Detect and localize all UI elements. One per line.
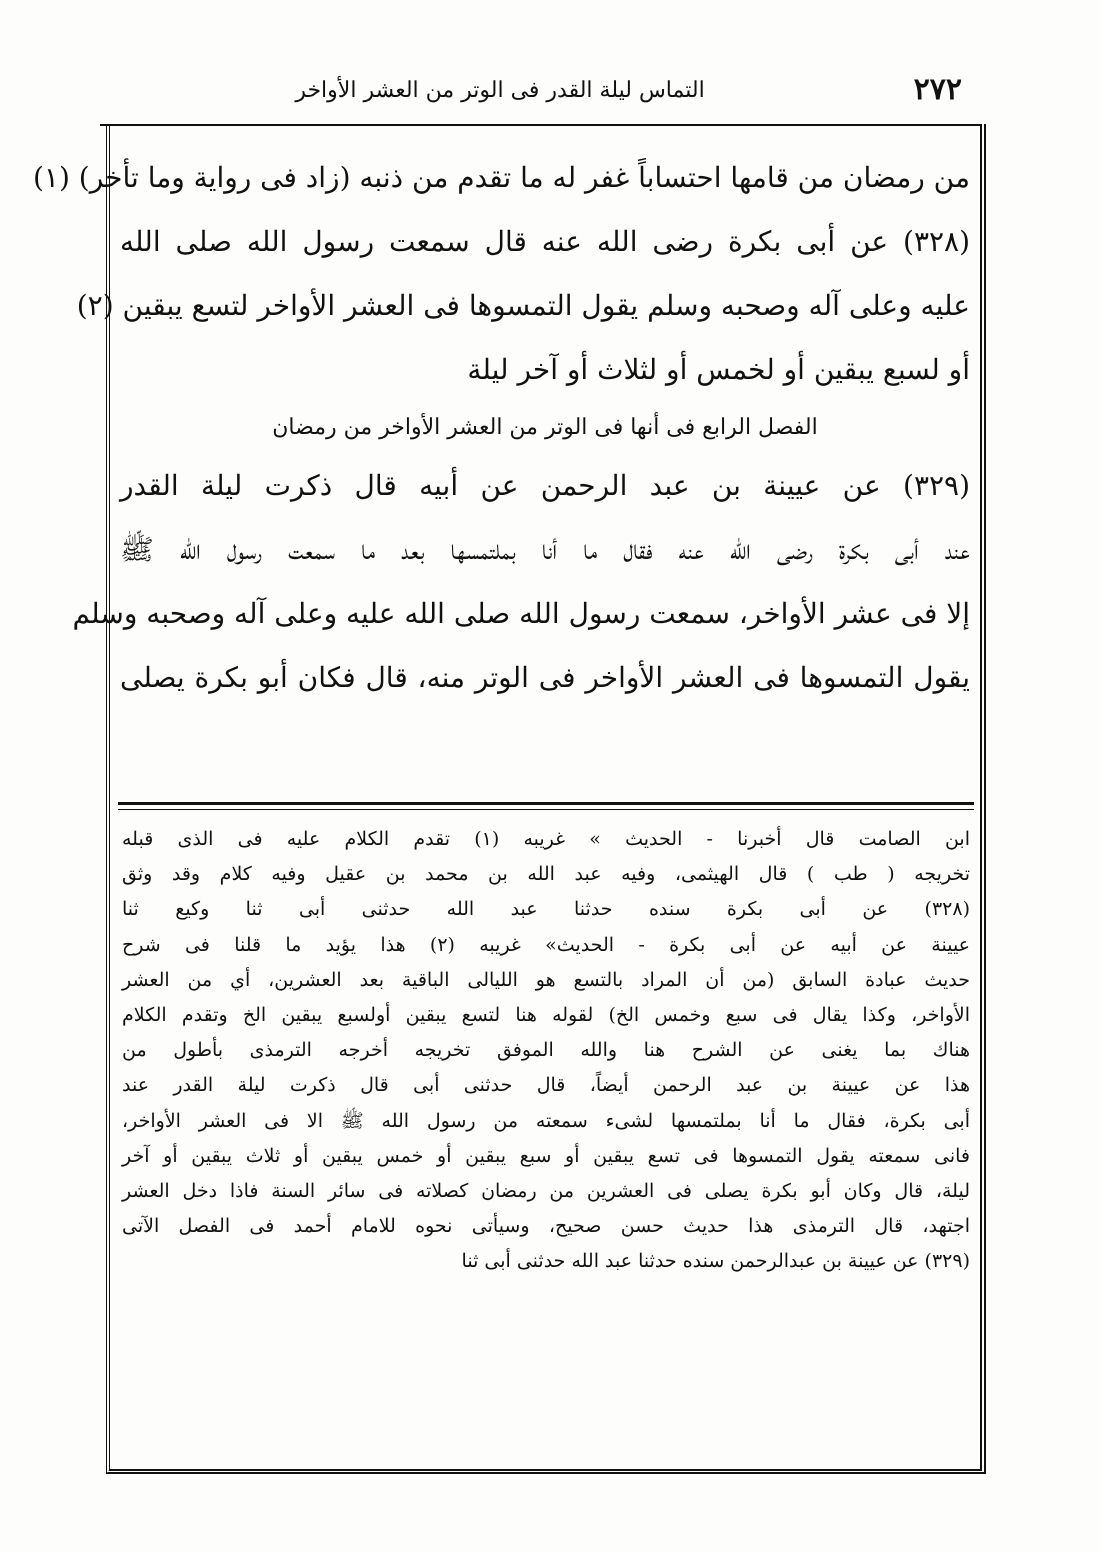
page-number: ٢٧٢: [913, 72, 962, 107]
section-heading: الفصل الرابع فى أنها فى الوتر من العشر الأواخر من رمضان: [272, 415, 818, 440]
main-line-1: من رمضان من قامها احتساباً غفر له ما تقدم من ذنبه (زاد فى رواية وما تأخر) (١): [32, 161, 970, 194]
note-line-2: تخريجه ( طب ) قال الهيثمى، وفيه عبد الله بن محمد بن عقيل وفيه كلام وقد وثق: [122, 863, 970, 886]
page-header: [100, 70, 980, 126]
note-line-7: هناك بما يغنى عن الشرح هنا والله الموفق تخريجه أخرجه الترمذى بأطول من: [122, 1039, 970, 1062]
footnote-divider: [118, 800, 974, 812]
main-line-8: يقول التمسوها فى العشر الأواخر فى الوتر منه، قال فكان أبو بكرة يصلى: [120, 661, 970, 694]
note-line-12: اجتهد، قال الترمذى هذا حديث حسن صحيح، وسيأتى نحوه للامام أحمد فى الفصل الآتى: [122, 1215, 970, 1238]
note-line-5: حديث عبادة السابق (من أن المراد بالتسع هو الليالى الباقية بعد العشرين، أي من العشر: [122, 968, 970, 991]
running-title: التماس ليلة القدر فى الوتر من العشر الأواخر: [295, 78, 705, 103]
note-line-13: (٣٢٩) عن عيينة بن عبدالرحمن سنده حدثنا عبد الله حدثنى أبى ثنا: [461, 1250, 970, 1273]
main-line-2: (٣٢٨) عن أبى بكرة رضى الله عنه قال سمعت رسول الله صلى الله: [120, 225, 970, 258]
main-line-4: أو لسبع يبقين أو لخمس أو لثلاث أو آخر ليلة: [467, 353, 970, 386]
note-line-11: ليلة، قال وكان أبو بكرة يصلى فى العشرين من رمضان كصلاته فى سائر السنة فاذا دخل العشر: [122, 1179, 970, 1202]
main-line-6: عند أبى بكرة رضى الله عنه فقال ما أنا بملتمسها بعد ما سمعت رسول الله ﷺ: [120, 533, 970, 566]
note-line-6: الأواخر، وكذا يقال فى سبع وخمس الخ) لقوله هنا لتسع يبقين أولسبع يبقين الخ وتقدم الكلام: [122, 1003, 970, 1026]
note-line-9: أبى بكرة، فقال ما أنا بملتمسها لشىء سمعته من رسول الله ﷺ الا فى العشر الأواخر،: [122, 1109, 970, 1132]
main-line-3: عليه وعلى آله وصحبه وسلم يقول التمسوها فى العشر الأواخر لتسع يبقين (٢): [76, 289, 970, 322]
note-line-1: ابن الصامت قال أخبرنا - الحديث » غريبه (١) تقدم الكلام عليه فى الذى قبله: [122, 828, 970, 850]
note-line-3: (٣٢٨) عن أبى بكرة سنده حدثنا عبد الله حدثنى أبى ثنا وكيع ثنا: [122, 898, 970, 921]
main-text: [32, 146, 970, 766]
note-line-8: هذا عن عيينة بن عبد الرحمن أيضاً، قال حدثنى أبى قال ذكرت ليلة القدر عند: [122, 1074, 970, 1097]
main-line-7: إلا فى عشر الأواخر، سمعت رسول الله صلى الله عليه وعلى آله وصحبه وسلم: [72, 597, 970, 630]
footnotes: [122, 822, 970, 1462]
note-line-10: فانى سمعته يقول التمسوها فى تسع يبقين أو سبع يبقين أو خمس يبقين أو ثلاث يبقين أو آخر: [122, 1144, 970, 1167]
main-line-5: (٣٢٩) عن عيينة بن عبد الرحمن عن أبيه قال ذكرت ليلة القدر: [120, 469, 970, 502]
note-line-4: عيينة عن أبيه عن أبى بكرة - الحديث» غريبه (٢) هذا يؤيد ما قلنا فى شرح: [122, 933, 971, 956]
